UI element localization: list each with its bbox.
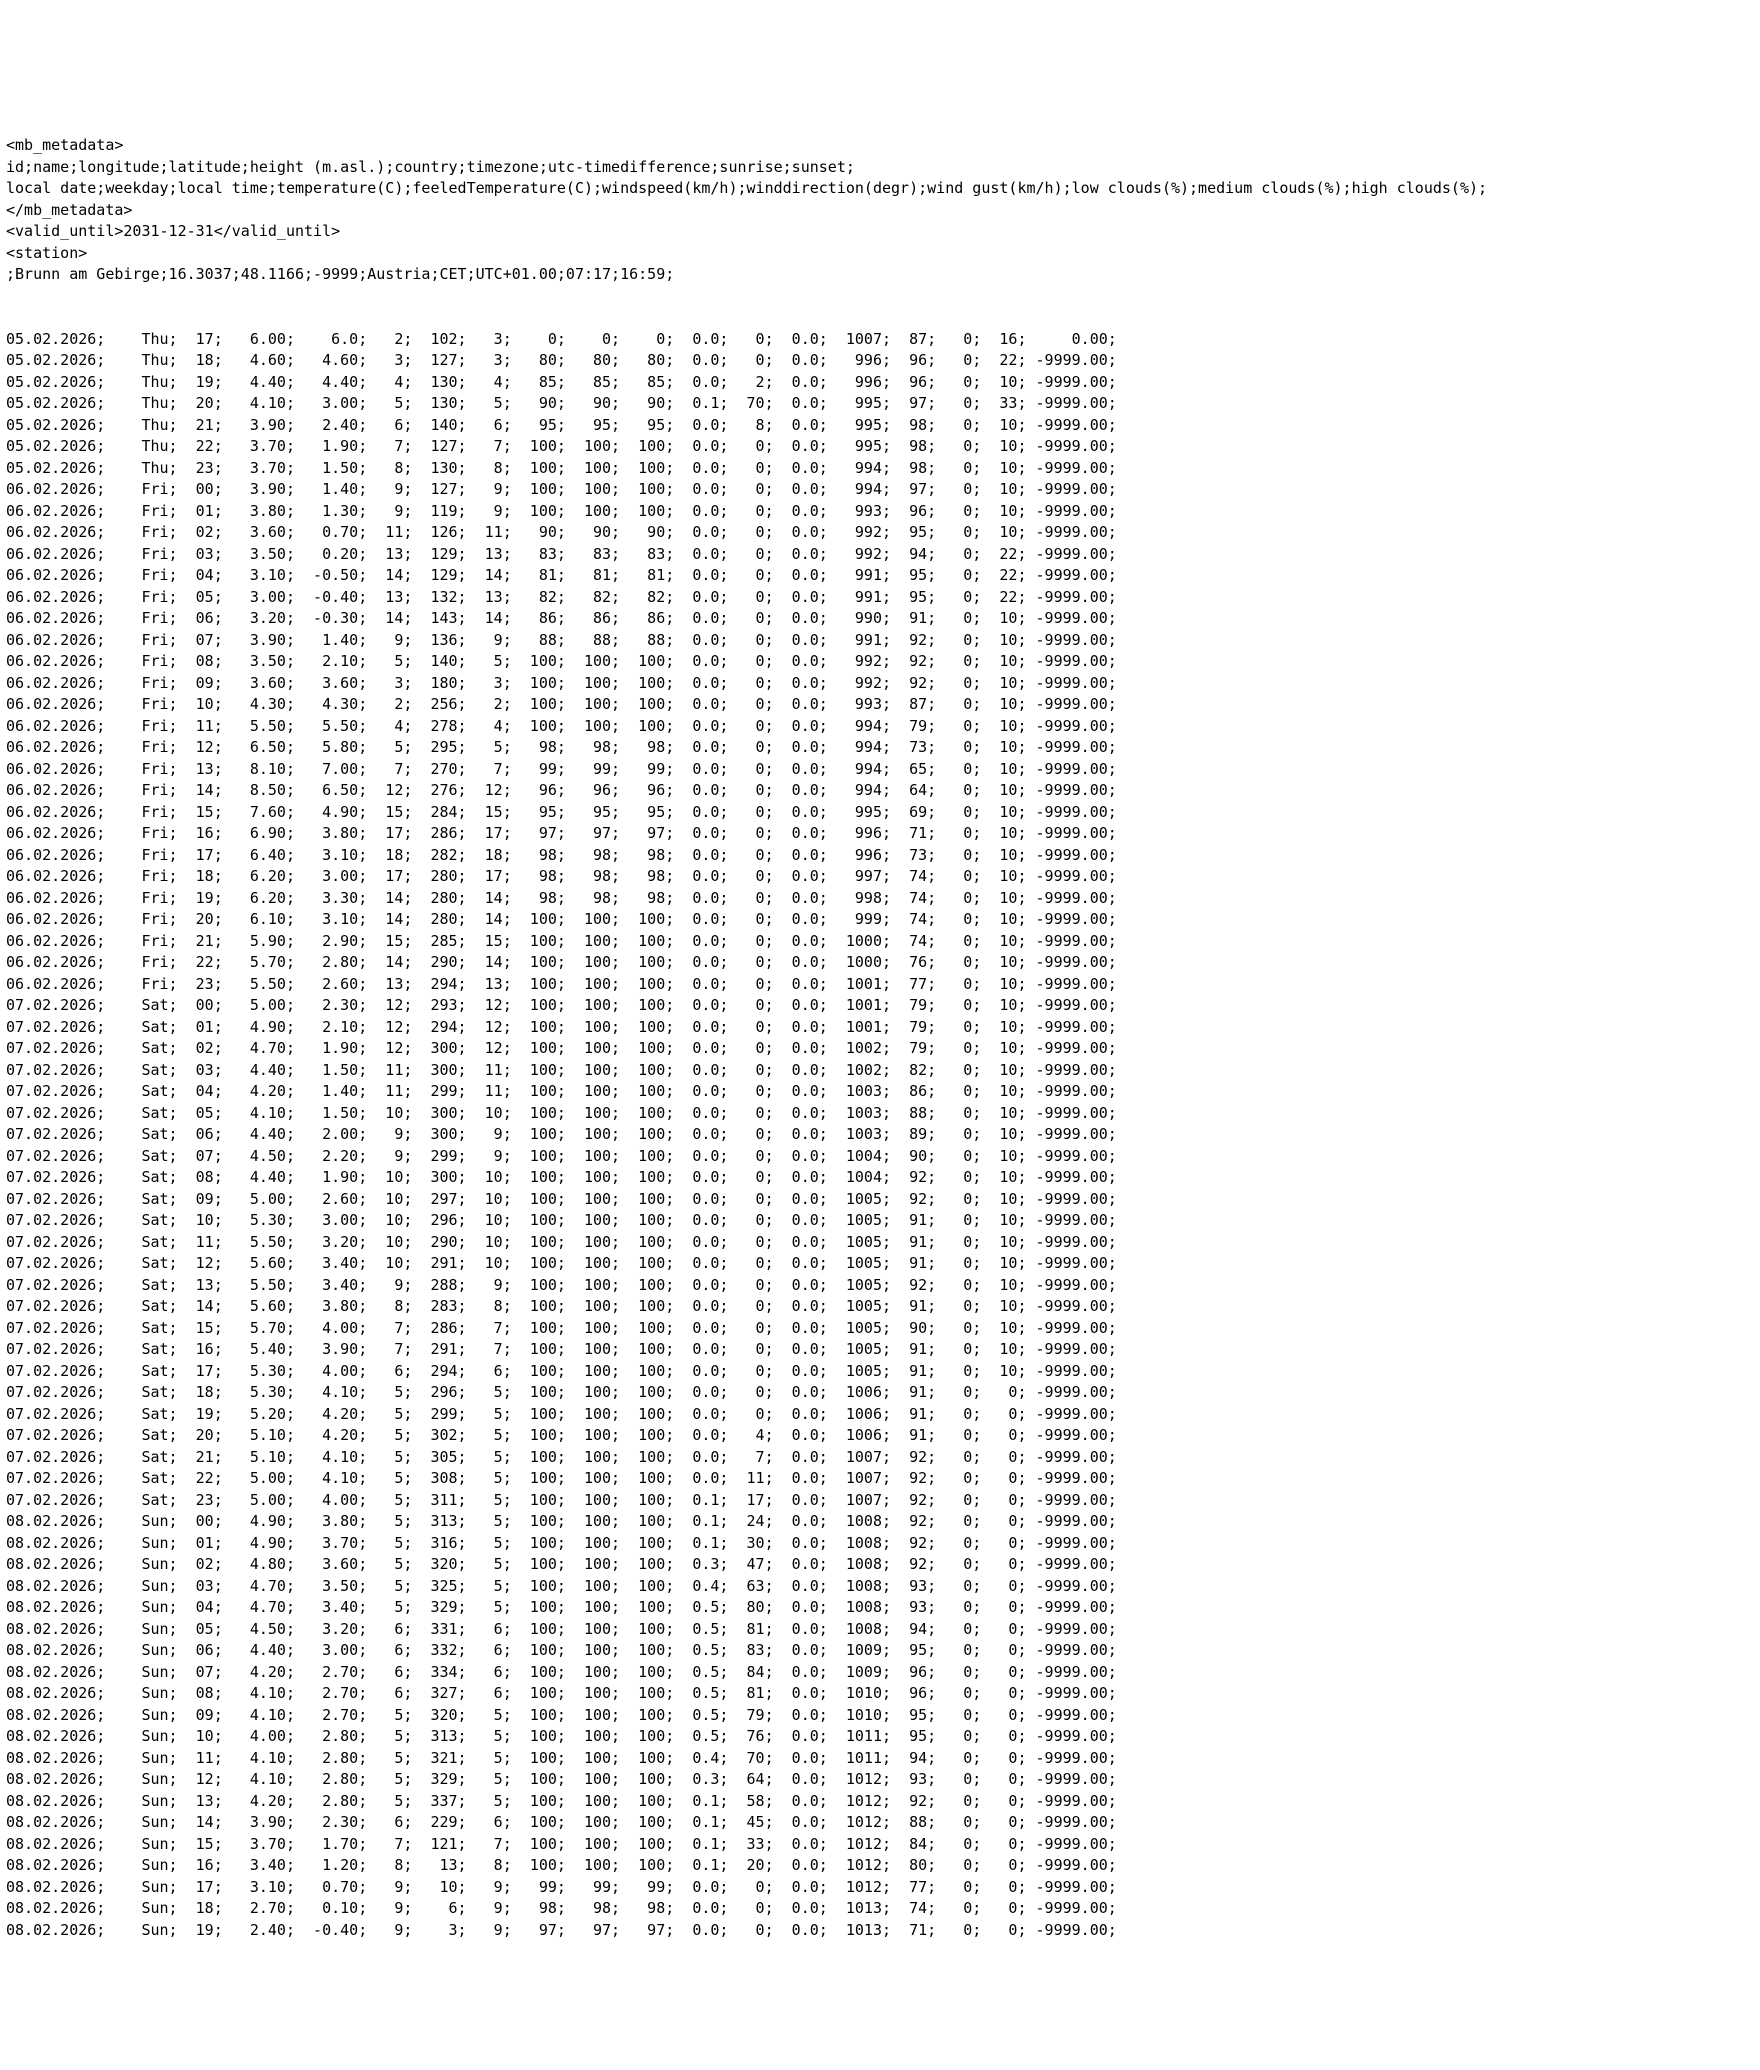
table-row: 06.02.2026; Fri; 15; 7.60; 4.90; 15; 284; 15; 95; 95; 95; 0.0; 0; 0.0; 995; 69; 0; 10; -9999.00; (6, 802, 1117, 821)
metadata-line: id;name;longitude;latitude;height (m.asl.);country;timezone;utc-timedifference;sunrise;sunset; (6, 157, 855, 176)
metadata-line: <valid_until>2031-12-31</valid_until> (6, 222, 341, 240)
table-row: 08.02.2026; Sun; 00; 4.90; 3.80; 5; 313; 5; 100; 100; 100; 0.1; 24; 0.0; 1008; 92; 0; 0; -9999.00; (6, 1512, 1117, 1530)
metadata-line: local date;weekday;local time;temperature(C);feeledTemperature(C);windspeed(km/h);winddirection(degr);wind gust(km/h);low clouds(%);medium clouds(%);high clouds(%); (6, 179, 1488, 197)
table-row: 07.02.2026; Sat; 21; 5.10; 4.10; 5; 305; 5; 100; 100; 100; 0.0; 7; 0.0; 1007; 92; 0; 0; -9999.00; (6, 1447, 1117, 1466)
table-row: 06.02.2026; Fri; 22; 5.70; 2.80; 14; 290; 14; 100; 100; 100; 0.0; 0; 0.0; 1000; 76; 0; 10; -9999.00; (6, 953, 1117, 971)
metadata-header (6, 135, 1760, 286)
table-row: 07.02.2026; Sat; 09; 5.00; 2.60; 10; 297; 10; 100; 100; 100; 0.0; 0; 0.0; 1005; 92; 0; 10; -9999.00; (6, 1189, 1117, 1208)
table-row: 05.02.2026; Thu; 18; 4.60; 4.60; 3; 127; 3; 80; 80; 80; 0.0; 0; 0.0; 996; 96; 0; 22; -9999.00; (6, 351, 1117, 369)
table-row: 07.02.2026; Sat; 03; 4.40; 1.50; 11; 300; 11; 100; 100; 100; 0.0; 0; 0.0; 1002; 82; 0; 10; -9999.00; (6, 1060, 1117, 1079)
table-row: 07.02.2026; Sat; 07; 4.50; 2.20; 9; 299; 9; 100; 100; 100; 0.0; 0; 0.0; 1004; 90; 0; 10; -9999.00; (6, 1146, 1117, 1165)
table-row: 07.02.2026; Sat; 06; 4.40; 2.00; 9; 300; 9; 100; 100; 100; 0.0; 0; 0.0; 1003; 89; 0; 10; -9999.00; (6, 1125, 1117, 1143)
table-row: 08.02.2026; Sun; 19; 2.40; -0.40; 9; 3; 9; 97; 97; 97; 0.0; 0; 0.0; 1013; 71; 0; 0; -9999.00; (6, 1920, 1117, 1939)
table-row: 06.02.2026; Fri; 12; 6.50; 5.80; 5; 295; 5; 98; 98; 98; 0.0; 0; 0.0; 994; 73; 0; 10; -9999.00; (6, 738, 1117, 756)
table-row: 07.02.2026; Sat; 10; 5.30; 3.00; 10; 296; 10; 100; 100; 100; 0.0; 0; 0.0; 1005; 91; 0; 10; -9999.00; (6, 1211, 1117, 1229)
table-row: 08.02.2026; Sun; 01; 4.90; 3.70; 5; 316; 5; 100; 100; 100; 0.1; 30; 0.0; 1008; 92; 0; 0; -9999.00; (6, 1533, 1117, 1552)
table-row: 06.02.2026; Fri; 06; 3.20; -0.30; 14; 143; 14; 86; 86; 86; 0.0; 0; 0.0; 990; 91; 0; 10; -9999.00; (6, 609, 1117, 627)
table-row: 08.02.2026; Sun; 04; 4.70; 3.40; 5; 329; 5; 100; 100; 100; 0.5; 80; 0.0; 1008; 93; 0; 0; -9999.00; (6, 1598, 1117, 1616)
table-row: 08.02.2026; Sun; 17; 3.10; 0.70; 9; 10; 9; 99; 99; 99; 0.0; 0; 0.0; 1012; 77; 0; 0; -9999.00; (6, 1877, 1117, 1896)
metadata-line: </mb_metadata> (6, 200, 133, 219)
table-row: 08.02.2026; Sun; 11; 4.10; 2.80; 5; 321; 5; 100; 100; 100; 0.4; 70; 0.0; 1011; 94; 0; 0; -9999.00; (6, 1748, 1117, 1767)
table-row: 05.02.2026; Thu; 23; 3.70; 1.50; 8; 130; 8; 100; 100; 100; 0.0; 0; 0.0; 994; 98; 0; 10; -9999.00; (6, 458, 1117, 477)
table-row: 07.02.2026; Sat; 17; 5.30; 4.00; 6; 294; 6; 100; 100; 100; 0.0; 0; 0.0; 1005; 91; 0; 10; -9999.00; (6, 1361, 1117, 1380)
table-row: 05.02.2026; Thu; 22; 3.70; 1.90; 7; 127; 7; 100; 100; 100; 0.0; 0; 0.0; 995; 98; 0; 10; -9999.00; (6, 437, 1117, 455)
table-row: 06.02.2026; Fri; 05; 3.00; -0.40; 13; 132; 13; 82; 82; 82; 0.0; 0; 0.0; 991; 95; 0; 22; -9999.00; (6, 587, 1117, 606)
table-row: 05.02.2026; Thu; 21; 3.90; 2.40; 6; 140; 6; 95; 95; 95; 0.0; 8; 0.0; 995; 98; 0; 10; -9999.00; (6, 415, 1117, 434)
table-row: 07.02.2026; Sat; 05; 4.10; 1.50; 10; 300; 10; 100; 100; 100; 0.0; 0; 0.0; 1003; 88; 0; 10; -9999.00; (6, 1103, 1117, 1122)
table-row: 08.02.2026; Sun; 18; 2.70; 0.10; 9; 6; 9; 98; 98; 98; 0.0; 0; 0.0; 1013; 74; 0; 0; -9999.00; (6, 1899, 1117, 1917)
table-row: 07.02.2026; Sat; 00; 5.00; 2.30; 12; 293; 12; 100; 100; 100; 0.0; 0; 0.0; 1001; 79; 0; 10; -9999.00; (6, 996, 1117, 1014)
table-row: 07.02.2026; Sat; 02; 4.70; 1.90; 12; 300; 12; 100; 100; 100; 0.0; 0; 0.0; 1002; 79; 0; 10; -9999.00; (6, 1039, 1117, 1057)
table-row: 07.02.2026; Sat; 14; 5.60; 3.80; 8; 283; 8; 100; 100; 100; 0.0; 0; 0.0; 1005; 91; 0; 10; -9999.00; (6, 1297, 1117, 1315)
table-row: 07.02.2026; Sat; 20; 5.10; 4.20; 5; 302; 5; 100; 100; 100; 0.0; 4; 0.0; 1006; 91; 0; 0; -9999.00; (6, 1426, 1117, 1444)
table-row: 08.02.2026; Sun; 13; 4.20; 2.80; 5; 337; 5; 100; 100; 100; 0.1; 58; 0.0; 1012; 92; 0; 0; -9999.00; (6, 1791, 1117, 1810)
table-row: 06.02.2026; Fri; 04; 3.10; -0.50; 14; 129; 14; 81; 81; 81; 0.0; 0; 0.0; 991; 95; 0; 22; -9999.00; (6, 566, 1117, 584)
table-row: 06.02.2026; Fri; 21; 5.90; 2.90; 15; 285; 15; 100; 100; 100; 0.0; 0; 0.0; 1000; 74; 0; 10; -9999.00; (6, 931, 1117, 950)
table-row: 06.02.2026; Fri; 00; 3.90; 1.40; 9; 127; 9; 100; 100; 100; 0.0; 0; 0.0; 994; 97; 0; 10; -9999.00; (6, 480, 1117, 498)
table-row: 07.02.2026; Sat; 16; 5.40; 3.90; 7; 291; 7; 100; 100; 100; 0.0; 0; 0.0; 1005; 91; 0; 10; -9999.00; (6, 1340, 1117, 1358)
table-row: 06.02.2026; Fri; 13; 8.10; 7.00; 7; 270; 7; 99; 99; 99; 0.0; 0; 0.0; 994; 65; 0; 10; -9999.00; (6, 759, 1117, 778)
table-row: 06.02.2026; Fri; 17; 6.40; 3.10; 18; 282; 18; 98; 98; 98; 0.0; 0; 0.0; 996; 73; 0; 10; -9999.00; (6, 845, 1117, 864)
metadata-line: ;Brunn am Gebirge;16.3037;48.1166;-9999;Austria;CET;UTC+01.00;07:17;16:59; (6, 265, 675, 283)
table-row: 08.02.2026; Sun; 02; 4.80; 3.60; 5; 320; 5; 100; 100; 100; 0.3; 47; 0.0; 1008; 92; 0; 0; -9999.00; (6, 1555, 1117, 1573)
table-row: 06.02.2026; Fri; 03; 3.50; 0.20; 13; 129; 13; 83; 83; 83; 0.0; 0; 0.0; 992; 94; 0; 22; -9999.00; (6, 544, 1117, 563)
table-row: 08.02.2026; Sun; 08; 4.10; 2.70; 6; 327; 6; 100; 100; 100; 0.5; 81; 0.0; 1010; 96; 0; 0; -9999.00; (6, 1684, 1117, 1702)
table-row: 06.02.2026; Fri; 14; 8.50; 6.50; 12; 276; 12; 96; 96; 96; 0.0; 0; 0.0; 994; 64; 0; 10; -9999.00; (6, 781, 1117, 799)
table-row: 05.02.2026; Thu; 19; 4.40; 4.40; 4; 130; 4; 85; 85; 85; 0.0; 2; 0.0; 996; 96; 0; 10; -9999.00; (6, 372, 1117, 391)
text-document (0, 86, 1760, 1963)
table-row: 07.02.2026; Sat; 04; 4.20; 1.40; 11; 299; 11; 100; 100; 100; 0.0; 0; 0.0; 1003; 86; 0; 10; -9999.00; (6, 1082, 1117, 1100)
table-row: 07.02.2026; Sat; 23; 5.00; 4.00; 5; 311; 5; 100; 100; 100; 0.1; 17; 0.0; 1007; 92; 0; 0; -9999.00; (6, 1490, 1117, 1509)
table-row: 08.02.2026; Sun; 10; 4.00; 2.80; 5; 313; 5; 100; 100; 100; 0.5; 76; 0.0; 1011; 95; 0; 0; -9999.00; (6, 1727, 1117, 1745)
data-table (6, 329, 1760, 1942)
table-row: 08.02.2026; Sun; 16; 3.40; 1.20; 8; 13; 8; 100; 100; 100; 0.1; 20; 0.0; 1012; 80; 0; 0; -9999.00; (6, 1856, 1117, 1874)
table-row: 08.02.2026; Sun; 14; 3.90; 2.30; 6; 229; 6; 100; 100; 100; 0.1; 45; 0.0; 1012; 88; 0; 0; -9999.00; (6, 1813, 1117, 1831)
table-row: 06.02.2026; Fri; 11; 5.50; 5.50; 4; 278; 4; 100; 100; 100; 0.0; 0; 0.0; 994; 79; 0; 10; -9999.00; (6, 716, 1117, 735)
table-row: 07.02.2026; Sat; 18; 5.30; 4.10; 5; 296; 5; 100; 100; 100; 0.0; 0; 0.0; 1006; 91; 0; 0; -9999.00; (6, 1383, 1117, 1401)
table-row: 08.02.2026; Sun; 09; 4.10; 2.70; 5; 320; 5; 100; 100; 100; 0.5; 79; 0.0; 1010; 95; 0; 0; -9999.00; (6, 1705, 1117, 1724)
table-row: 08.02.2026; Sun; 15; 3.70; 1.70; 7; 121; 7; 100; 100; 100; 0.1; 33; 0.0; 1012; 84; 0; 0; -9999.00; (6, 1834, 1117, 1853)
table-row: 08.02.2026; Sun; 03; 4.70; 3.50; 5; 325; 5; 100; 100; 100; 0.4; 63; 0.0; 1008; 93; 0; 0; -9999.00; (6, 1576, 1117, 1595)
table-row: 06.02.2026; Fri; 20; 6.10; 3.10; 14; 280; 14; 100; 100; 100; 0.0; 0; 0.0; 999; 74; 0; 10; -9999.00; (6, 910, 1117, 928)
table-row: 06.02.2026; Fri; 01; 3.80; 1.30; 9; 119; 9; 100; 100; 100; 0.0; 0; 0.0; 993; 96; 0; 10; -9999.00; (6, 501, 1117, 520)
table-row: 07.02.2026; Sat; 13; 5.50; 3.40; 9; 288; 9; 100; 100; 100; 0.0; 0; 0.0; 1005; 92; 0; 10; -9999.00; (6, 1275, 1117, 1294)
table-row: 05.02.2026; Thu; 17; 6.00; 6.0; 2; 102; 3; 0; 0; 0; 0.0; 0; 0.0; 1007; 87; 0; 16; 0.00; (6, 329, 1117, 348)
metadata-line: <station> (6, 243, 88, 262)
table-row: 07.02.2026; Sat; 19; 5.20; 4.20; 5; 299; 5; 100; 100; 100; 0.0; 0; 0.0; 1006; 91; 0; 0; -9999.00; (6, 1404, 1117, 1423)
table-row: 06.02.2026; Fri; 02; 3.60; 0.70; 11; 126; 11; 90; 90; 90; 0.0; 0; 0.0; 992; 95; 0; 10; -9999.00; (6, 523, 1117, 541)
table-row: 07.02.2026; Sat; 12; 5.60; 3.40; 10; 291; 10; 100; 100; 100; 0.0; 0; 0.0; 1005; 91; 0; 10; -9999.00; (6, 1254, 1117, 1272)
table-row: 06.02.2026; Fri; 19; 6.20; 3.30; 14; 280; 14; 98; 98; 98; 0.0; 0; 0.0; 998; 74; 0; 10; -9999.00; (6, 888, 1117, 907)
table-row: 06.02.2026; Fri; 18; 6.20; 3.00; 17; 280; 17; 98; 98; 98; 0.0; 0; 0.0; 997; 74; 0; 10; -9999.00; (6, 867, 1117, 885)
metadata-line: <mb_metadata> (6, 136, 124, 154)
table-row: 08.02.2026; Sun; 06; 4.40; 3.00; 6; 332; 6; 100; 100; 100; 0.5; 83; 0.0; 1009; 95; 0; 0; -9999.00; (6, 1641, 1117, 1659)
table-row: 07.02.2026; Sat; 11; 5.50; 3.20; 10; 290; 10; 100; 100; 100; 0.0; 0; 0.0; 1005; 91; 0; 10; -9999.00; (6, 1232, 1117, 1251)
table-row: 08.02.2026; Sun; 05; 4.50; 3.20; 6; 331; 6; 100; 100; 100; 0.5; 81; 0.0; 1008; 94; 0; 0; -9999.00; (6, 1619, 1117, 1638)
table-row: 06.02.2026; Fri; 07; 3.90; 1.40; 9; 136; 9; 88; 88; 88; 0.0; 0; 0.0; 991; 92; 0; 10; -9999.00; (6, 630, 1117, 649)
table-row: 06.02.2026; Fri; 23; 5.50; 2.60; 13; 294; 13; 100; 100; 100; 0.0; 0; 0.0; 1001; 77; 0; 10; -9999.00; (6, 974, 1117, 993)
table-row: 07.02.2026; Sat; 15; 5.70; 4.00; 7; 286; 7; 100; 100; 100; 0.0; 0; 0.0; 1005; 90; 0; 10; -9999.00; (6, 1318, 1117, 1337)
table-row: 07.02.2026; Sat; 22; 5.00; 4.10; 5; 308; 5; 100; 100; 100; 0.0; 11; 0.0; 1007; 92; 0; 0; -9999.00; (6, 1469, 1117, 1487)
table-row: 08.02.2026; Sun; 12; 4.10; 2.80; 5; 329; 5; 100; 100; 100; 0.3; 64; 0.0; 1012; 93; 0; 0; -9999.00; (6, 1770, 1117, 1788)
table-row: 06.02.2026; Fri; 08; 3.50; 2.10; 5; 140; 5; 100; 100; 100; 0.0; 0; 0.0; 992; 92; 0; 10; -9999.00; (6, 652, 1117, 670)
table-row: 07.02.2026; Sat; 01; 4.90; 2.10; 12; 294; 12; 100; 100; 100; 0.0; 0; 0.0; 1001; 79; 0; 10; -9999.00; (6, 1017, 1117, 1036)
table-row: 07.02.2026; Sat; 08; 4.40; 1.90; 10; 300; 10; 100; 100; 100; 0.0; 0; 0.0; 1004; 92; 0; 10; -9999.00; (6, 1168, 1117, 1186)
table-row: 08.02.2026; Sun; 07; 4.20; 2.70; 6; 334; 6; 100; 100; 100; 0.5; 84; 0.0; 1009; 96; 0; 0; -9999.00; (6, 1662, 1117, 1681)
table-row: 05.02.2026; Thu; 20; 4.10; 3.00; 5; 130; 5; 90; 90; 90; 0.1; 70; 0.0; 995; 97; 0; 33; -9999.00; (6, 394, 1117, 412)
table-row: 06.02.2026; Fri; 10; 4.30; 4.30; 2; 256; 2; 100; 100; 100; 0.0; 0; 0.0; 993; 87; 0; 10; -9999.00; (6, 695, 1117, 713)
table-row: 06.02.2026; Fri; 16; 6.90; 3.80; 17; 286; 17; 97; 97; 97; 0.0; 0; 0.0; 996; 71; 0; 10; -9999.00; (6, 824, 1117, 842)
table-row: 06.02.2026; Fri; 09; 3.60; 3.60; 3; 180; 3; 100; 100; 100; 0.0; 0; 0.0; 992; 92; 0; 10; -9999.00; (6, 673, 1117, 692)
